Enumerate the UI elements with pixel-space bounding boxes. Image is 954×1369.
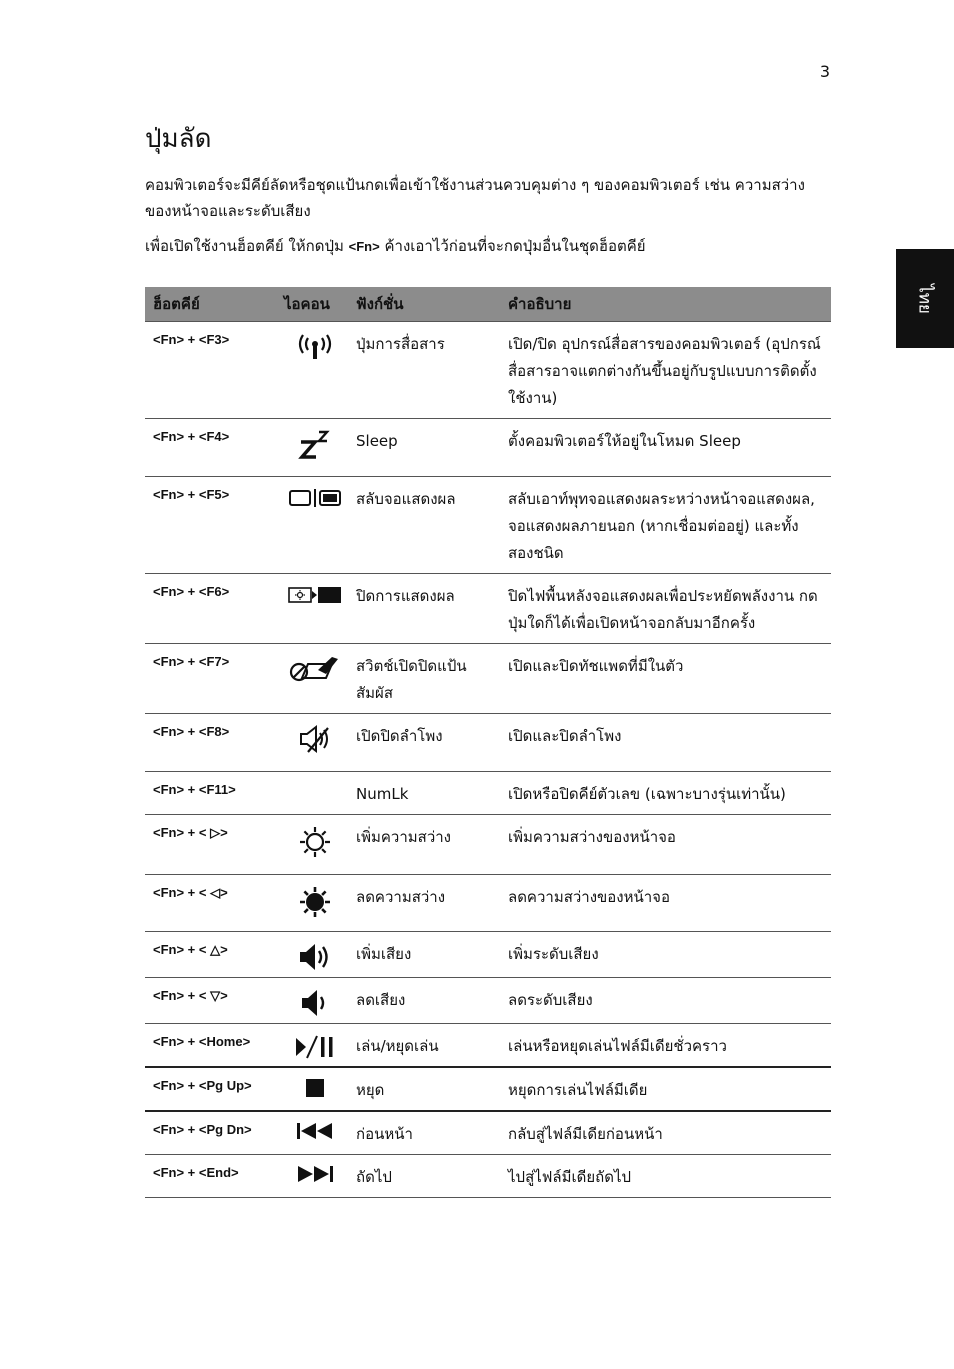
brightness-up-icon bbox=[298, 825, 332, 859]
table-row bbox=[145, 714, 831, 772]
table-row bbox=[145, 1111, 831, 1155]
description-cell: กลับสู่ไฟล์มีเดียก่อนหน้า bbox=[500, 1111, 831, 1155]
hotkey-cell: <Fn> + <Pg Up> bbox=[145, 1067, 281, 1111]
hotkey-cell: <Fn> + <Home> bbox=[145, 1024, 281, 1068]
language-tab-label: ไทย bbox=[914, 283, 935, 314]
hotkey-cell: <Fn> + <F8> bbox=[145, 714, 281, 772]
description-cell: เปิด/ปิด อุปกรณ์สื่อสารของคอมพิวเตอร์ (อุปกรณ์สื่อสารอาจแตกต่างกันขึ้นอยู่กับรูปแบบการติดตั้งใช้งาน) bbox=[500, 322, 831, 419]
function-cell: เพิ่มความสว่าง bbox=[348, 815, 500, 875]
hotkey-cell: <Fn> + <F11> bbox=[145, 772, 281, 815]
hotkey-cell: <Fn> + <End> bbox=[145, 1155, 281, 1198]
page-number: 3 bbox=[819, 62, 830, 81]
table-row bbox=[145, 574, 831, 644]
hotkey-cell: <Fn> + < ▷> bbox=[145, 815, 281, 875]
stop-icon bbox=[305, 1078, 325, 1098]
hotkey-cell: <Fn> + <F3> bbox=[145, 322, 281, 419]
description-cell: หยุดการเล่นไฟล์มีเดีย bbox=[500, 1067, 831, 1111]
description-cell: ลดระดับเสียง bbox=[500, 978, 831, 1024]
function-cell: เปิดปิดลำโพง bbox=[348, 714, 500, 772]
function-cell: ลดเสียง bbox=[348, 978, 500, 1024]
description-cell: สลับเอาท์พุทจอแสดงผลระหว่างหน้าจอแสดงผล, จอแสดงผลภายนอก (หากเชื่อมต่ออยู่) และทั้งสองชนิด bbox=[500, 477, 831, 574]
language-tab bbox=[896, 249, 954, 348]
speaker-toggle-icon bbox=[298, 724, 332, 754]
sleep-icon bbox=[298, 429, 332, 461]
intro-paragraph: คอมพิวเตอร์จะมีคีย์ลัดหรือชุดแป้นกดเพื่อเข้าใช้งานส่วนควบคุมต่าง ๆ ของคอมพิวเตอร์ เช่น ความสว่างของหน้าจอและระดับเสียง bbox=[145, 176, 805, 220]
table-row bbox=[145, 1067, 831, 1111]
header-hotkey: ฮ็อตคีย์ bbox=[145, 287, 281, 322]
touchpad-toggle-icon bbox=[288, 654, 342, 684]
function-cell: ลดความสว่าง bbox=[348, 875, 500, 932]
instruction-paragraph bbox=[145, 233, 845, 260]
hotkey-cell: <Fn> + <F5> bbox=[145, 477, 281, 574]
function-cell: สวิตช์เปิดปิดแป้นสัมผัส bbox=[348, 644, 500, 714]
hotkey-cell: <Fn> + <F4> bbox=[145, 419, 281, 477]
function-cell: สลับจอแสดงผล bbox=[348, 477, 500, 574]
hotkey-cell: <Fn> + < △> bbox=[145, 932, 281, 978]
display-toggle-icon bbox=[288, 487, 342, 509]
function-cell: หยุด bbox=[348, 1067, 500, 1111]
description-cell: เล่นหรือหยุดเล่นไฟล์มีเดียชั่วคราว bbox=[500, 1024, 831, 1068]
function-cell: Sleep bbox=[348, 419, 500, 477]
table-row bbox=[145, 875, 831, 932]
header-description: คำอธิบาย bbox=[500, 287, 831, 322]
function-cell: เพิ่มเสียง bbox=[348, 932, 500, 978]
table-row bbox=[145, 322, 831, 419]
function-cell: เล่น/หยุดเล่น bbox=[348, 1024, 500, 1068]
function-cell: ถัดไป bbox=[348, 1155, 500, 1198]
hotkey-cell: <Fn> + < ◁> bbox=[145, 875, 281, 932]
function-cell: ก่อนหน้า bbox=[348, 1111, 500, 1155]
instruction-key: <Fn> bbox=[348, 239, 380, 254]
hotkey-cell: <Fn> + <F7> bbox=[145, 644, 281, 714]
table-row bbox=[145, 932, 831, 978]
play-pause-icon bbox=[293, 1034, 337, 1060]
hotkey-cell: <Fn> + <F6> bbox=[145, 574, 281, 644]
table-header-row bbox=[145, 287, 831, 322]
next-track-icon bbox=[296, 1165, 334, 1183]
empty-icon-cell bbox=[281, 772, 348, 815]
volume-down-icon bbox=[298, 988, 332, 1018]
display-off-icon bbox=[287, 584, 343, 606]
function-cell: NumLk bbox=[348, 772, 500, 815]
description-cell: เพิ่มความสว่างของหน้าจอ bbox=[500, 815, 831, 875]
brightness-down-icon bbox=[298, 885, 332, 919]
table-row bbox=[145, 419, 831, 477]
hotkey-table bbox=[145, 287, 831, 1198]
description-cell: เพิ่มระดับเสียง bbox=[500, 932, 831, 978]
function-cell: ปิดการแสดงผล bbox=[348, 574, 500, 644]
volume-up-icon bbox=[298, 942, 332, 972]
description-cell: ลดความสว่างของหน้าจอ bbox=[500, 875, 831, 932]
hotkey-cell: <Fn> + < ▽> bbox=[145, 978, 281, 1024]
table-row bbox=[145, 644, 831, 714]
description-cell: เปิดและปิดทัชแพดที่มีในตัว bbox=[500, 644, 831, 714]
table-row bbox=[145, 772, 831, 815]
instruction-text-after: ค้างเอาไว้ก่อนที่จะกดปุ่มอื่นในชุดฮ็อตคีย์ bbox=[379, 237, 646, 255]
wireless-communication-icon bbox=[295, 332, 335, 362]
hotkey-cell: <Fn> + <Pg Dn> bbox=[145, 1111, 281, 1155]
table-row bbox=[145, 978, 831, 1024]
function-cell: ปุ่มการสื่อสาร bbox=[348, 322, 500, 419]
table-row bbox=[145, 815, 831, 875]
header-function: ฟังก์ชั่น bbox=[348, 287, 500, 322]
description-cell: เปิดหรือปิดคีย์ตัวเลข (เฉพาะบางรุ่นเท่านั้น) bbox=[500, 772, 831, 815]
table-row bbox=[145, 1024, 831, 1068]
description-cell: ปิดไฟพื้นหลังจอแสดงผลเพื่อประหยัดพลังงาน กดปุ่มใดก็ได้เพื่อเปิดหน้าจอกลับมาอีกครั้ง bbox=[500, 574, 831, 644]
table-row bbox=[145, 477, 831, 574]
description-cell: เปิดและปิดลำโพง bbox=[500, 714, 831, 772]
description-cell: ตั้งคอมพิวเตอร์ให้อยู่ในโหมด Sleep bbox=[500, 419, 831, 477]
previous-track-icon bbox=[296, 1122, 334, 1140]
instruction-text-before: เพื่อเปิดใช้งานฮ็อตคีย์ ให้กดปุ่ม bbox=[145, 237, 349, 255]
table-row bbox=[145, 1155, 831, 1198]
header-icon: ไอคอน bbox=[281, 287, 348, 322]
page-title: ปุ่มลัด bbox=[145, 124, 212, 154]
description-cell: ไปสู่ไฟล์มีเดียถัดไป bbox=[500, 1155, 831, 1198]
